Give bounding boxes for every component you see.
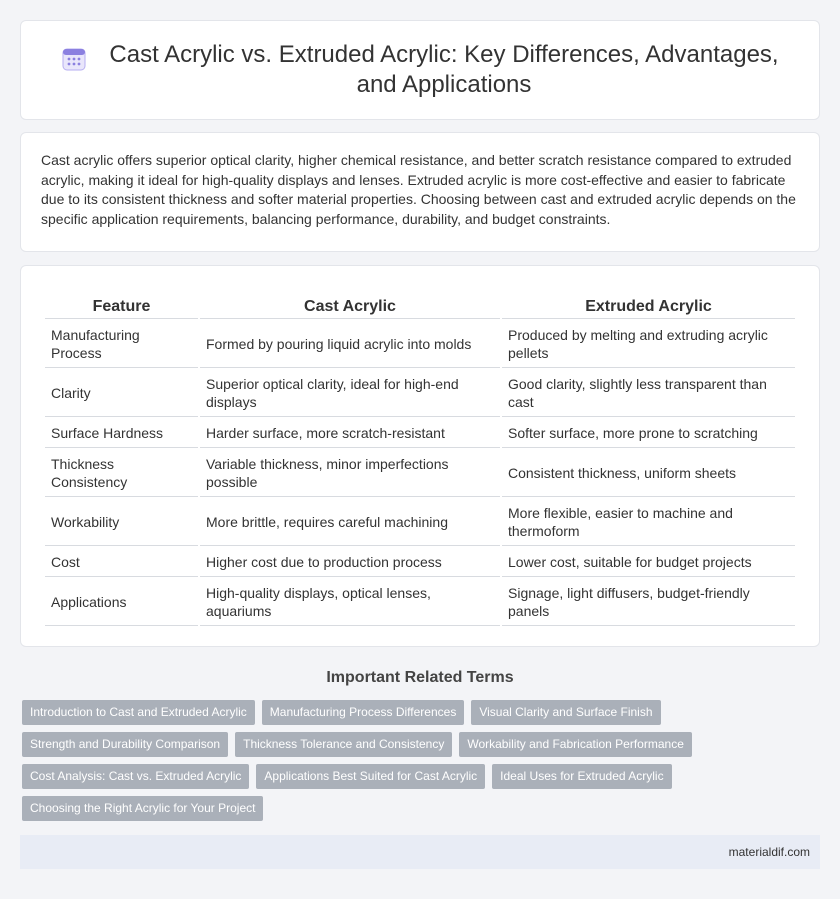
column-header-feature: Feature bbox=[45, 296, 198, 319]
related-term-tag[interactable]: Thickness Tolerance and Consistency bbox=[235, 732, 452, 757]
related-term-tag[interactable]: Strength and Durability Comparison bbox=[22, 732, 228, 757]
feature-cell: Cost bbox=[45, 548, 198, 577]
summary-card bbox=[20, 132, 820, 252]
table-row bbox=[45, 450, 795, 497]
feature-cell: Clarity bbox=[45, 370, 198, 417]
extruded-cell: Lower cost, suitable for budget projects bbox=[502, 548, 795, 577]
footer bbox=[20, 835, 820, 869]
table-header-row bbox=[45, 296, 795, 319]
feature-cell: Surface Hardness bbox=[45, 419, 198, 448]
related-term-tag[interactable]: Workability and Fabrication Performance bbox=[459, 732, 692, 757]
cast-cell: More brittle, requires careful machining bbox=[200, 499, 500, 546]
feature-cell: Thickness Consistency bbox=[45, 450, 198, 497]
related-term-tag[interactable]: Manufacturing Process Differences bbox=[262, 700, 465, 725]
cast-cell: Harder surface, more scratch-resistant bbox=[200, 419, 500, 448]
cast-cell: Superior optical clarity, ideal for high-end displays bbox=[200, 370, 500, 417]
related-term-tag[interactable]: Cost Analysis: Cast vs. Extruded Acrylic bbox=[22, 764, 249, 789]
page-title: Cast Acrylic vs. Extruded Acrylic: Key Differences, Advantages, and Applications bbox=[109, 41, 779, 98]
table-row bbox=[45, 499, 795, 546]
related-term-tag[interactable]: Introduction to Cast and Extruded Acrylic bbox=[22, 700, 255, 725]
column-header-extruded: Extruded Acrylic bbox=[502, 296, 795, 319]
extruded-cell: Softer surface, more prone to scratching bbox=[502, 419, 795, 448]
related-terms-title: Important Related Terms bbox=[326, 669, 514, 686]
header-card bbox=[20, 20, 820, 120]
title-wrap bbox=[61, 40, 779, 100]
cast-cell: High-quality displays, optical lenses, aquariums bbox=[200, 579, 500, 626]
related-term-tag[interactable]: Ideal Uses for Extruded Acrylic bbox=[492, 764, 671, 789]
column-header-cast: Cast Acrylic bbox=[200, 296, 500, 319]
cast-cell: Formed by pouring liquid acrylic into molds bbox=[200, 321, 500, 368]
comparison-table bbox=[43, 294, 797, 628]
related-term-tag[interactable]: Applications Best Suited for Cast Acrylic bbox=[256, 764, 485, 789]
feature-cell: Manufacturing Process bbox=[45, 321, 198, 368]
calendar-grid-icon bbox=[61, 46, 87, 72]
table-row bbox=[45, 419, 795, 448]
table-row bbox=[45, 548, 795, 577]
table-row bbox=[45, 370, 795, 417]
extruded-cell: Produced by melting and extruding acrylic pellets bbox=[502, 321, 795, 368]
feature-cell: Workability bbox=[45, 499, 198, 546]
extruded-cell: More flexible, easier to machine and thermoform bbox=[502, 499, 795, 546]
extruded-cell: Consistent thickness, uniform sheets bbox=[502, 450, 795, 497]
extruded-cell: Good clarity, slightly less transparent than cast bbox=[502, 370, 795, 417]
cast-cell: Variable thickness, minor imperfections possible bbox=[200, 450, 500, 497]
table-row bbox=[45, 579, 795, 626]
feature-cell: Applications bbox=[45, 579, 198, 626]
site-credit: materialdif.com bbox=[728, 845, 810, 859]
cast-cell: Higher cost due to production process bbox=[200, 548, 500, 577]
comparison-table-card bbox=[20, 265, 820, 647]
related-terms-list bbox=[22, 700, 820, 828]
extruded-cell: Signage, light diffusers, budget-friendly panels bbox=[502, 579, 795, 626]
table-row bbox=[45, 321, 795, 368]
summary-text: Cast acrylic offers superior optical clarity, higher chemical resistance, and better scratch resistance compared to extruded acrylic, making it ideal for high-quality displays and lenses. Extruded acrylic is more cost-effective and easier to fabricate due to its consistent thickness and softer material properties. Choosing between cast and extruded acrylic depends on the specific application requirements, balancing performance, durability, and budget constraints. bbox=[41, 152, 796, 227]
related-term-tag[interactable]: Choosing the Right Acrylic for Your Project bbox=[22, 796, 263, 821]
related-term-tag[interactable]: Visual Clarity and Surface Finish bbox=[471, 700, 660, 725]
